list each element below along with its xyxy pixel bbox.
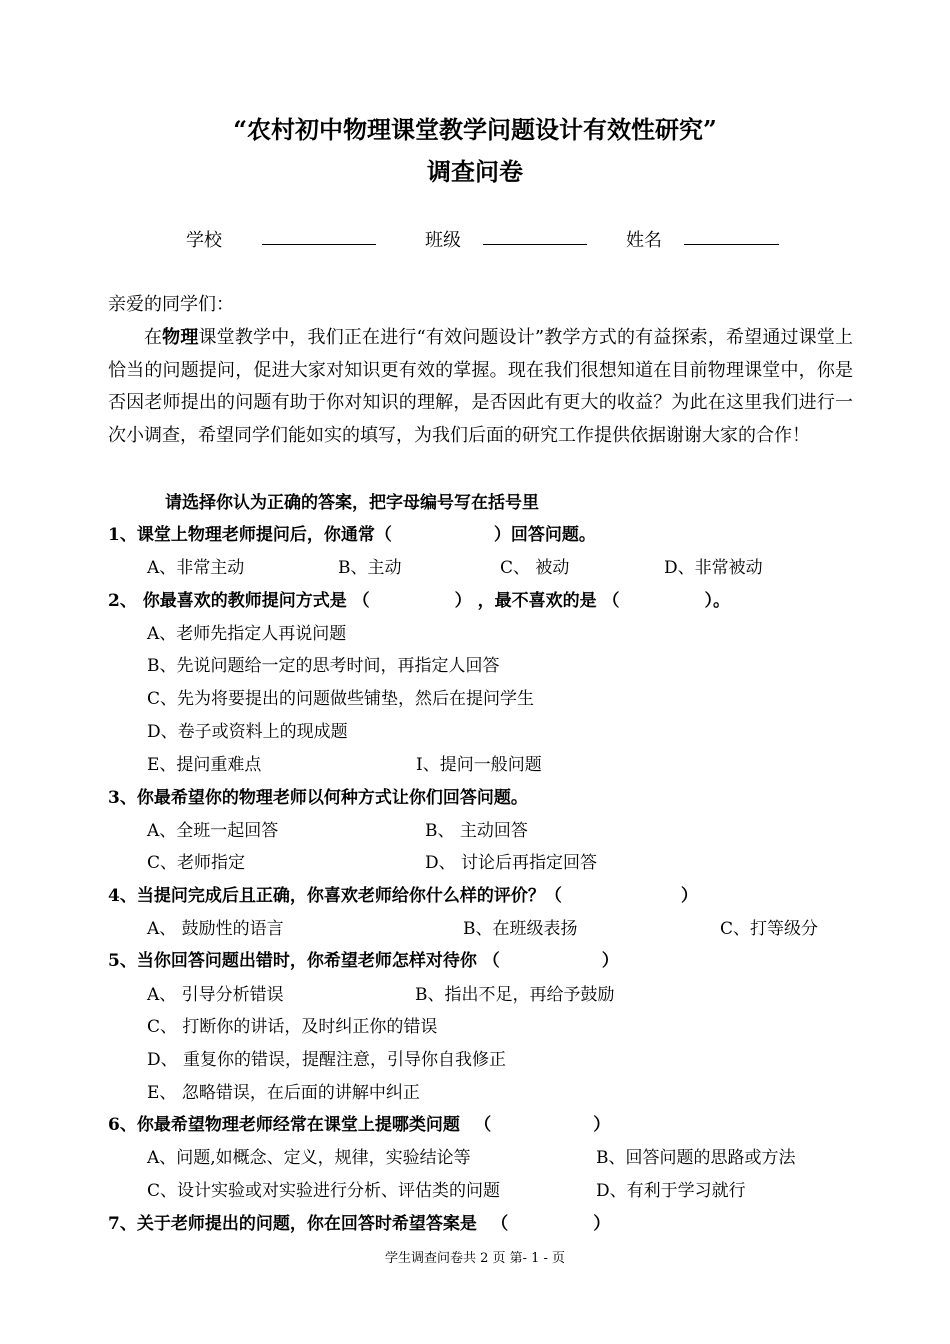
q4-option-a: A、 鼓励性的语言 [147, 919, 284, 939]
document-subtitle: 调查问卷 [427, 157, 523, 186]
q2-option-a: A、老师先指定人再说问题 [147, 624, 347, 644]
q1-option-a: A、非常主动 [147, 558, 245, 578]
q2-option-e: E、提问重难点 [147, 755, 262, 775]
q4-option-b: B、在班级表扬 [463, 919, 578, 939]
q3-option-d: D、 讨论后再指定回答 [425, 853, 598, 873]
greeting: 亲爱的同学们： [108, 294, 234, 315]
q6-option-c: C、设计实验或对实验进行分析、评估类的问题 [147, 1181, 501, 1201]
document-title: “农村初中物理课堂教学问题设计有效性研究” [233, 115, 717, 144]
q3-option-a: A、全班一起回答 [147, 821, 279, 841]
q2-option-b: B、先说问题给一定的思考时间，再指定人回答 [147, 656, 500, 676]
q1-option-c: C、 被动 [500, 558, 570, 578]
q6-option-d: D、有利于学习就行 [596, 1181, 746, 1201]
q4-option-c: C、打等级分 [720, 919, 819, 939]
q1-option-d: D、非常被动 [664, 558, 763, 578]
q5-option-b: B、指出不足，再给予鼓励 [415, 985, 615, 1005]
question-7: 7、关于老师提出的问题，你在回答时希望答案是 （ ） [108, 1214, 611, 1234]
question-6: 6、你最希望物理老师经常在课堂上提哪类问题 （ ） [108, 1115, 611, 1135]
q3-option-b: B、 主动回答 [425, 821, 528, 841]
q5-option-c: C、 打断你的讲话，及时纠正你的错误 [147, 1017, 438, 1037]
page-footer: 学生调查问卷共 2 页 第- 1 - 页 [384, 1251, 566, 1266]
q5-option-e: E、 忽略错误，在后面的讲解中纠正 [147, 1083, 420, 1103]
q2-option-i: I、提问一般问题 [416, 755, 542, 775]
class-label: 班级 [425, 230, 461, 251]
q1-option-b: B、主动 [338, 558, 402, 578]
school-label: 学校 [186, 230, 222, 251]
question-5: 5、当你回答问题出错时，你希望老师怎样对待你 （ ） [108, 951, 619, 971]
instruction: 请选择你认为正确的答案，把字母编号写在括号里 [165, 493, 539, 513]
question-2: 2、 你最喜欢的教师提问方式是 （ ） ，最不喜欢的是 （ ）。 [108, 591, 731, 611]
q5-option-d: D、 重复你的错误，提醒注意，引导你自我修正 [147, 1050, 507, 1070]
q5-option-a: A、 引导分析错误 [147, 985, 284, 1005]
name-label: 姓名 [626, 230, 662, 251]
school-blank[interactable] [262, 244, 376, 245]
q2-option-c: C、先为将要提出的问题做些铺垫，然后在提问学生 [147, 689, 535, 709]
q2-option-d: D、卷子或资料上的现成题 [147, 722, 348, 742]
q3-option-c: C、老师指定 [147, 853, 246, 873]
question-4: 4、当提问完成后且正确，你喜欢老师给你什么样的评价？（ ） [108, 886, 698, 906]
class-blank[interactable] [483, 244, 587, 245]
name-blank[interactable] [684, 244, 779, 245]
question-3: 3、你最希望你的物理老师以何种方式让你们回答问题。 [108, 788, 528, 808]
question-1: 1、课堂上物理老师提问后，你通常（ ）回答问题。 [108, 525, 596, 545]
q6-option-b: B、回答问题的思路或方法 [596, 1148, 796, 1168]
intro-paragraph: 在物理课堂教学中，我们正在进行“有效问题设计”教学方式的有益探索，希望通过课堂上恰当的问题提问，促进大家对知识更有效的掌握。现在我们很想知道在目前物理课堂中，你是否因老师提出的问题有助于你对知识的理解，是否因此有更大的收益？为此在这里我们进行一次小调查，希望同学们能如实的填写，为我们后面的研究工作提供依据谢谢大家的合作！ [108, 327, 854, 446]
q6-option-a: A、问题,如概念、定义，规律，实验结论等 [147, 1148, 471, 1168]
